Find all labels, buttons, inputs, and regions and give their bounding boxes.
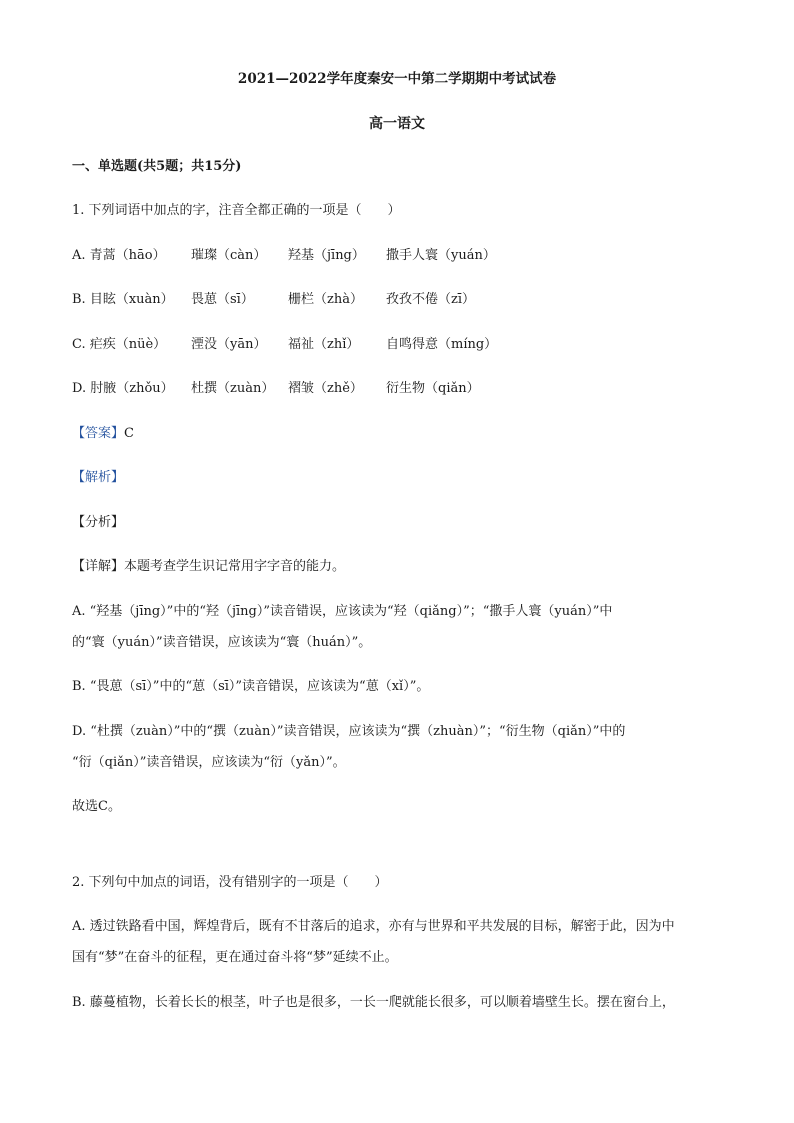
analysis-tag: 【解析】 [72, 470, 125, 485]
question-2-option-b-line-1[interactable]: B. 藤蔓植物，长着长长的根茎，叶子也是很多，一长一爬就能长很多，可以顺着墙壁生长。摆在窗台上， [72, 995, 675, 1010]
explanation-a-line-1: A. “羟基（jīng）”中的“羟（jīng）”读音错误，应该读为“羟（qiǎng）”；“撒手人寰（yuán）”中 [72, 604, 613, 619]
option-c-item-4: 自鸣得意（míng） [386, 337, 498, 352]
answer-line [72, 425, 732, 443]
option-d-item-2: 杜撰（zuàn） [191, 381, 275, 396]
option-b-item-4: 孜孜不倦（zī） [386, 292, 476, 307]
answer-tag: 【答案】 [72, 426, 125, 441]
answer-value: C [124, 426, 134, 441]
question-1-stem: 1. 下列词语中加点的字，注音全都正确的一项是（ ） [72, 203, 401, 218]
conclusion: 故选C。 [72, 799, 121, 814]
option-b-item-3: 栅栏（zhà） [288, 292, 363, 307]
fenxi-tag: 【分析】 [72, 515, 125, 530]
question-2-stem: 2. 下列句中加点的词语，没有错别字的一项是（ ） [72, 875, 388, 890]
option-d-item-1: D. 肘腋（zhǒu） [72, 381, 174, 396]
option-c-item-2: 湮没（yān） [191, 337, 267, 352]
detail-text: 本题考查学生识记常用字字音的能力。 [124, 559, 346, 574]
option-d-item-4: 衍生物（qiǎn） [386, 381, 480, 396]
question-2-option-a-line-1[interactable]: A. 透过铁路看中国，辉煌背后，既有不甘落后的追求，亦有与世界和平共发展的目标，解密于此，因为中 [72, 919, 675, 934]
option-a-item-4: 撒手人寰（yuán） [386, 248, 496, 263]
section-heading: 一、单选题(共5题；共15分) [72, 159, 242, 174]
option-b-item-1: B. 目眩（xuàn） [72, 292, 174, 307]
explanation-d-line-1: D. “杜撰（zuàn）”中的“撰（zuàn）”读音错误，应该读为“撰（zhuàn）”；“衍生物（qiǎn）”中的 [72, 724, 626, 739]
explanation-d-line-2: “衍（qiǎn）”读音错误，应该读为“衍（yǎn）”。 [72, 755, 346, 770]
explanation-a-line-2: 的“寰（yuán）”读音错误，应该读为“寰（huán）”。 [72, 635, 372, 650]
option-a-item-2: 璀璨（càn） [191, 248, 267, 263]
option-a-item-1: A. 青蒿（hāo） [72, 248, 166, 263]
option-a-item-3: 羟基（jīng） [288, 248, 365, 263]
detail-line [72, 558, 732, 576]
option-c-item-3: 福祉（zhǐ） [288, 337, 360, 352]
detail-tag: 【详解】 [72, 559, 125, 574]
option-d-item-3: 褶皱（zhě） [288, 381, 363, 396]
page-title: 2021—2022学年度秦安一中第二学期期中考试试卷 [237, 71, 557, 87]
subject-title: 高一语文 [369, 116, 425, 132]
explanation-b: B. “畏葸（sī）”中的“葸（sī）”读音错误，应该读为“葸（xǐ）”。 [72, 679, 430, 694]
option-b-item-2: 畏葸（sī） [191, 292, 254, 307]
option-c-item-1: C. 疟疾（nüè） [72, 337, 167, 352]
question-2-option-a-line-2[interactable]: 国有“梦”在奋斗的征程，更在通过奋斗将“梦”延续不止。 [72, 950, 398, 965]
